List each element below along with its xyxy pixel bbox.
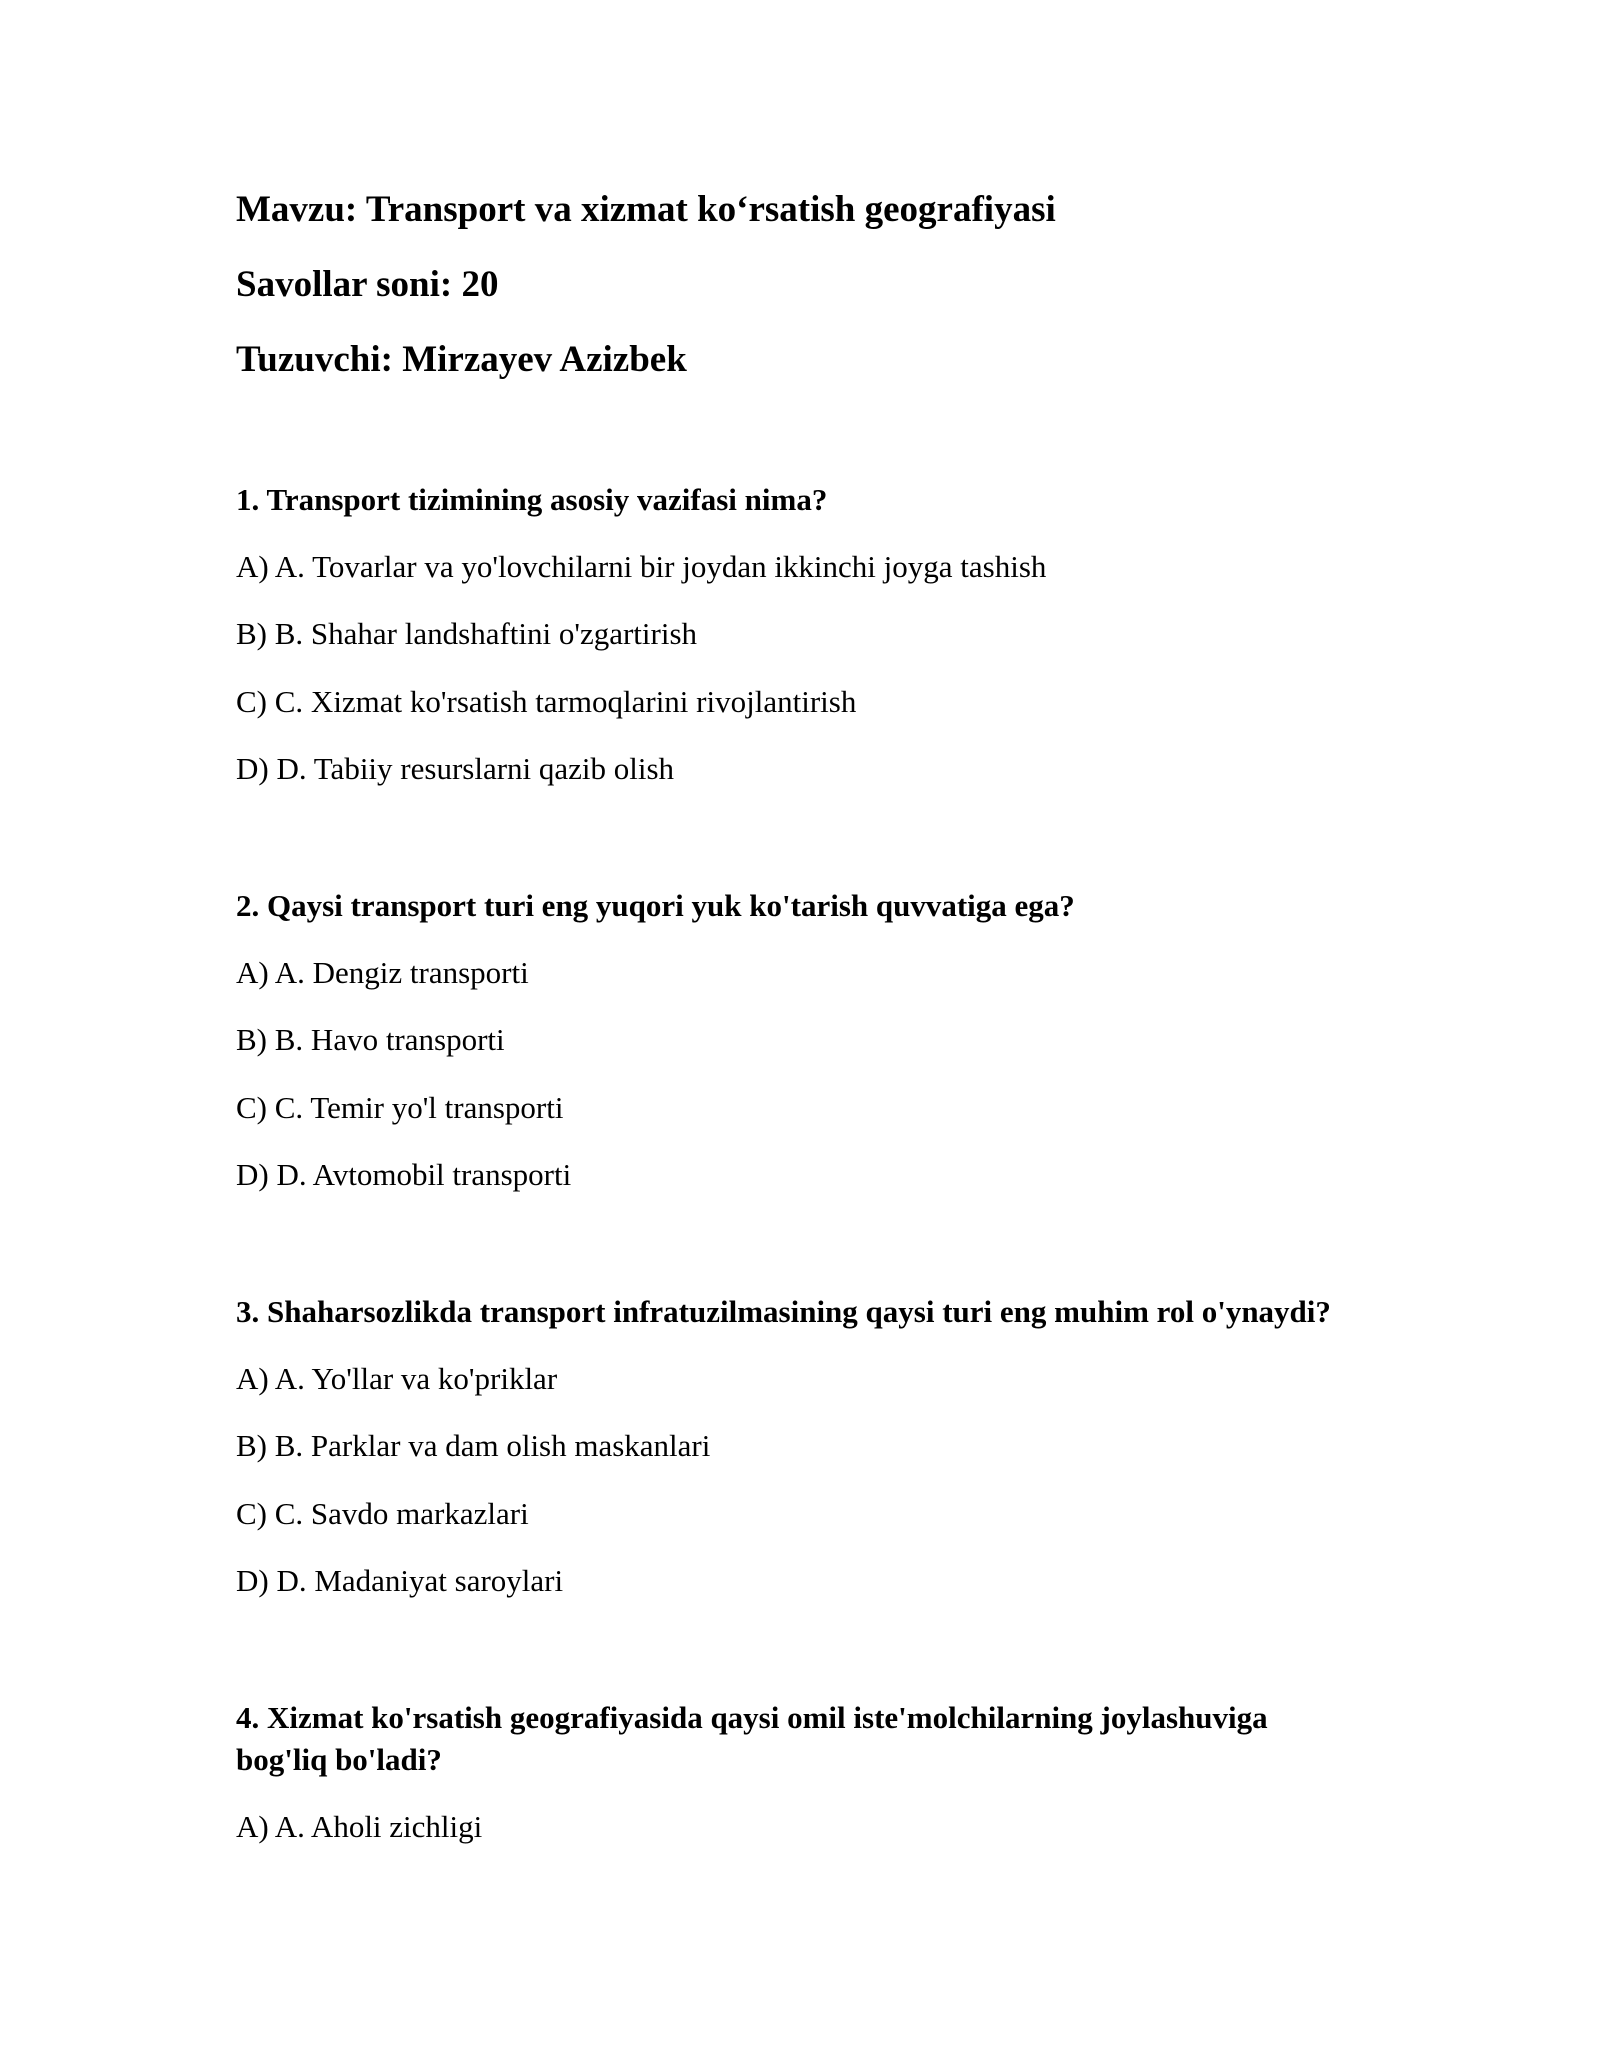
question-2-option-c: C) C. Temir yo'l transporti bbox=[236, 1090, 564, 1125]
question-1-option-a: A) A. Tovarlar va yo'lovchilarni bir joydan ikkinchi joyga tashish bbox=[236, 549, 1047, 584]
question-count-heading: Savollar soni: 20 bbox=[236, 264, 499, 305]
question-2: 2. Qaysi transport turi eng yuqori yuk ko'tarish quvvatiga ega? bbox=[236, 888, 1075, 923]
author-heading: Tuzuvchi: Mirzayev Azizbek bbox=[236, 339, 687, 380]
question-1-option-d: D) D. Tabiiy resurslarni qazib olish bbox=[236, 751, 675, 786]
question-2-option-a: A) A. Dengiz transporti bbox=[236, 955, 529, 990]
question-3-option-b: B) B. Parklar va dam olish maskanlari bbox=[236, 1428, 711, 1463]
question-1: 1. Transport tizimining asosiy vazifasi nima? bbox=[236, 482, 828, 517]
question-4-option-a: A) A. Aholi zichligi bbox=[236, 1809, 483, 1844]
question-3-option-c: C) C. Savdo markazlari bbox=[236, 1496, 529, 1531]
question-1-option-c: C) C. Xizmat ko'rsatish tarmoqlarini rivojlantirish bbox=[236, 684, 857, 719]
question-2-option-b: B) B. Havo transporti bbox=[236, 1022, 505, 1057]
question-1-option-b: B) B. Shahar landshaftini o'zgartirish bbox=[236, 616, 698, 651]
question-3-option-d: D) D. Madaniyat saroylari bbox=[236, 1563, 564, 1598]
topic-heading: Mavzu: Transport va xizmat ko‘rsatish geografiyasi bbox=[236, 189, 1056, 230]
question-3-option-a: A) A. Yo'llar va ko'priklar bbox=[236, 1361, 558, 1396]
question-4: 4. Xizmat ko'rsatish geografiyasida qaysi omil iste'molchilarning joylashuviga bog'liq bo'ladi? bbox=[236, 1700, 1268, 1777]
question-3: 3. Shaharsozlikda transport infratuzilmasining qaysi turi eng muhim rol o'ynaydi? bbox=[236, 1294, 1331, 1329]
question-2-option-d: D) D. Avtomobil transporti bbox=[236, 1157, 572, 1192]
